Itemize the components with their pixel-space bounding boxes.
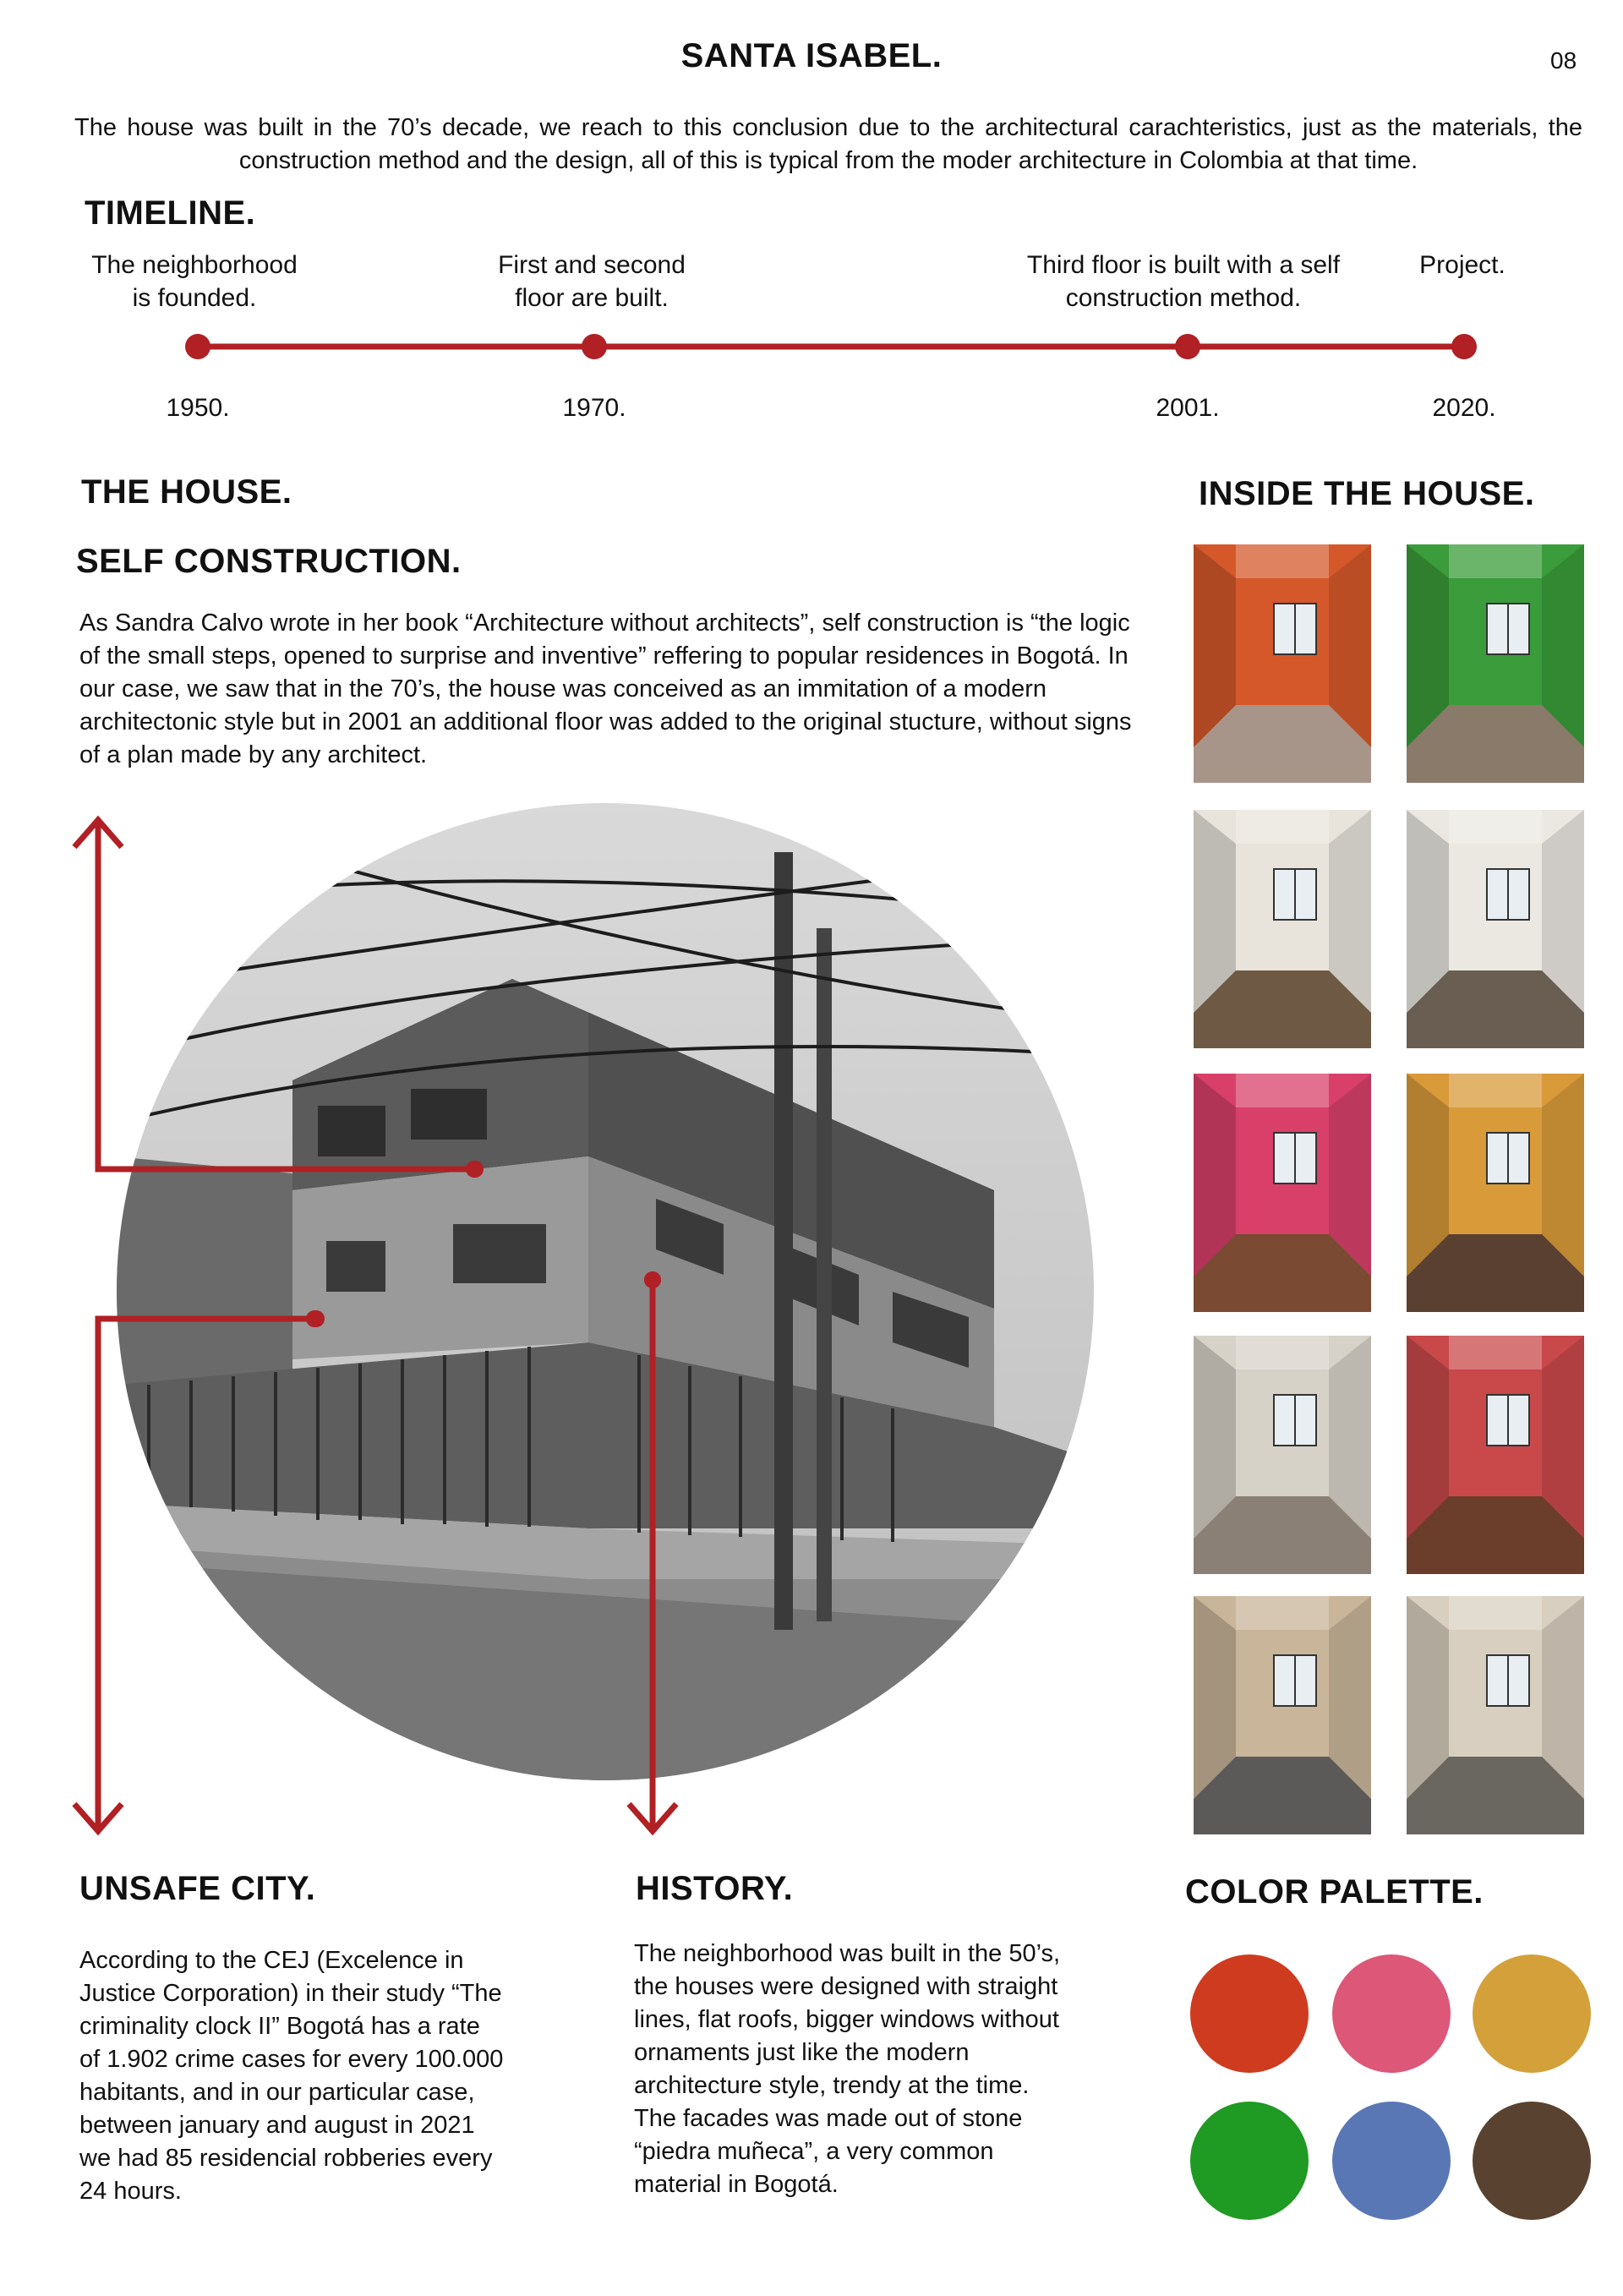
room-photo-icon bbox=[1194, 1074, 1371, 1312]
room-photo-icon bbox=[1194, 810, 1371, 1048]
timeline-heading: TIMELINE. bbox=[85, 194, 256, 232]
timeline-dot bbox=[1451, 334, 1477, 359]
room-photo-icon bbox=[1407, 810, 1584, 1048]
intro-paragraph: The house was built in the 70’s decade, we reach to this conclusion due to the architectural carachteristics, just as the materials, the construction method and the design, all of this is typical from the moder architecture in Colombia at that time. bbox=[74, 114, 1582, 174]
timeline-year: 2001. bbox=[1156, 394, 1220, 422]
room-photo-icon bbox=[1194, 1336, 1371, 1574]
timeline-label: First and second floor are built. bbox=[498, 251, 686, 312]
house-heading: THE HOUSE. bbox=[81, 473, 292, 511]
room-photo-icon bbox=[1407, 544, 1584, 783]
history-text: The neighborhood was built in the 50’s, the houses were designed with straight lines, flat roofs, bigger windows without ornaments just like the modern architecture style, trendy at the time. The facades was made out of stone “piedra muñeca”, a very common material in Bogotá. bbox=[634, 1940, 1061, 2198]
timeline-year: 2020. bbox=[1432, 394, 1496, 422]
color-swatch bbox=[1332, 1954, 1451, 2073]
unsafe-city-heading: UNSAFE CITY. bbox=[79, 1870, 316, 1907]
color-swatch bbox=[1332, 2102, 1451, 2220]
self-construction-heading: SELF CONSTRUCTION. bbox=[76, 543, 462, 580]
timeline-line bbox=[0, 321, 1623, 372]
color-palette-heading: COLOR PALETTE. bbox=[1185, 1873, 1484, 1911]
color-swatch bbox=[1473, 2102, 1591, 2220]
timeline-dot bbox=[582, 334, 607, 359]
room-photo-icon bbox=[1407, 1336, 1584, 1574]
unsafe-city-text: According to the CEJ (Excelence in Justice Corporation) in their study “The criminality clock II” Bogotá has a rate of 1.902 crime cases for every 100.000 habitants, and in our particular case, between january and august in 2021 we had 85 residencial robberies every 24 hours. bbox=[79, 1947, 504, 2205]
room-photo-icon bbox=[1407, 1596, 1584, 1834]
room-photo-icon bbox=[1194, 1596, 1371, 1834]
self-construction-text: As Sandra Calvo wrote in her book “Architecture without architects”, self construction is “the logic of the small steps, opened to surprise and inventive” reffering to popular residences in Bogotá. In our case, we saw that in the 70’s, the house was conceived as an immitation of a modern architectonic style but in 2001 an additional floor was added to the original stucture, without signs of a plan made by any architect. bbox=[79, 610, 1132, 768]
color-swatch bbox=[1190, 2102, 1309, 2220]
room-photo-icon bbox=[1194, 544, 1371, 783]
color-swatch bbox=[1190, 1954, 1309, 2073]
history-heading: HISTORY. bbox=[636, 1870, 794, 1907]
timeline-label: Project. bbox=[1419, 251, 1506, 279]
callout-arrows bbox=[0, 795, 1099, 1860]
page-number: 08 bbox=[1550, 47, 1577, 74]
timeline-dot bbox=[185, 334, 210, 359]
timeline-year: 1950. bbox=[166, 394, 230, 422]
timeline-label: The neighborhood is founded. bbox=[91, 251, 298, 312]
color-swatch bbox=[1473, 1954, 1591, 2073]
room-photo-icon bbox=[1407, 1074, 1584, 1312]
timeline-year: 1970. bbox=[562, 394, 626, 422]
page-title: SANTA ISABEL. bbox=[680, 37, 943, 74]
timeline-dot bbox=[1175, 334, 1200, 359]
inside-heading: INSIDE THE HOUSE. bbox=[1199, 475, 1535, 512]
timeline-label: Third floor is built with a self construction method. bbox=[1026, 251, 1341, 312]
